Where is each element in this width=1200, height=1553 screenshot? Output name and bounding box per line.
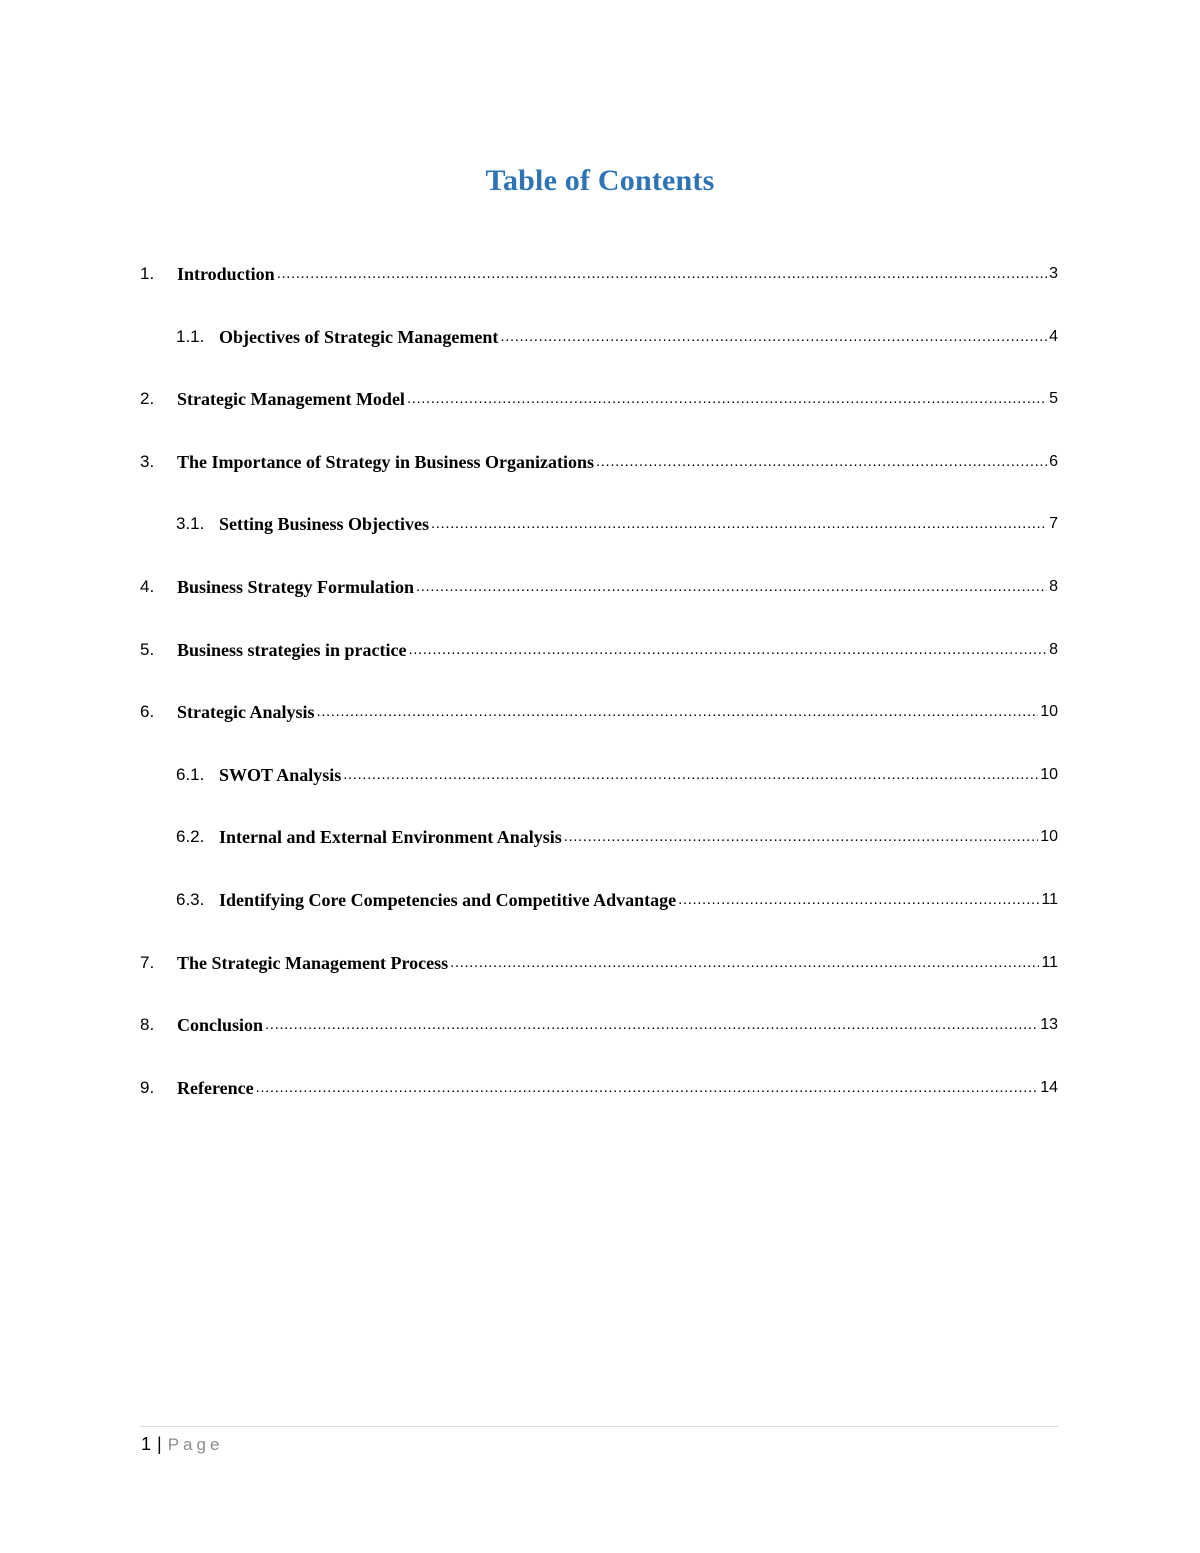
toc-entry-page: 10 (1040, 765, 1058, 783)
toc-entry-page: 11 (1041, 953, 1058, 971)
toc-entry[interactable] (140, 634, 1058, 697)
toc-entry[interactable] (140, 508, 1058, 571)
toc-entry-title: Business strategies in practice (177, 639, 407, 660)
toc-dot-leader (317, 696, 1039, 728)
toc-entry-number: 9. (140, 1077, 155, 1097)
toc-entry-number: 7. (140, 952, 155, 972)
toc-dot-leader (407, 383, 1047, 415)
toc-dot-leader (500, 321, 1047, 353)
toc-dot-leader (450, 947, 1039, 979)
toc-entry-title: Introduction (177, 264, 275, 284)
footer-separator: | (157, 1434, 162, 1454)
toc-entry[interactable] (140, 321, 1058, 384)
toc-entry-title: Identifying Core Competencies and Competitive Advantage (219, 889, 677, 910)
toc-entry[interactable] (140, 446, 1058, 509)
footer-page-number: 1 (141, 1434, 152, 1454)
toc-entry[interactable] (140, 1009, 1058, 1072)
toc-entry[interactable] (140, 1072, 1058, 1135)
toc-entry-page: 14 (1040, 1078, 1058, 1096)
toc-dot-leader (596, 446, 1047, 478)
toc-dot-leader (564, 821, 1038, 853)
toc-entry-page: 8 (1049, 640, 1058, 658)
toc-dot-leader (277, 258, 1047, 290)
toc-entry-title: Setting Business Objectives (219, 514, 430, 535)
toc-dot-leader (416, 571, 1047, 603)
toc-entry[interactable] (140, 884, 1058, 947)
toc-dot-leader (678, 884, 1039, 916)
toc-entry-title: The Importance of Strategy in Business Organizations (177, 451, 595, 472)
toc-dot-leader (265, 1009, 1038, 1041)
toc-entry-page: 11 (1041, 890, 1058, 908)
footer-divider (140, 1426, 1058, 1427)
toc-entry-page: 6 (1049, 452, 1058, 470)
toc-entry-number: 6. (140, 702, 155, 722)
toc-entry-title: Business Strategy Formulation (177, 576, 415, 597)
toc-entry-title: Internal and External Environment Analysis (219, 827, 562, 848)
toc-entry[interactable] (140, 947, 1058, 1010)
toc-entry-number: 2. (140, 389, 155, 409)
toc-entry-page: 8 (1049, 577, 1058, 595)
toc-entry-page: 13 (1040, 1016, 1058, 1034)
toc-entry-number: 3. (140, 451, 155, 471)
toc-dot-leader (343, 759, 1038, 791)
toc-dot-leader (408, 634, 1047, 666)
toc-entry[interactable] (140, 759, 1058, 822)
toc-entry-number: 1.1. (176, 326, 205, 346)
toc-entry-title: Reference (177, 1077, 254, 1098)
toc-dot-leader (256, 1072, 1039, 1104)
toc-entry-page: 7 (1049, 515, 1058, 533)
toc-entry-number: 6.3. (176, 889, 205, 909)
toc-entry[interactable] (140, 571, 1058, 634)
toc-entry-number: 1. (140, 264, 155, 283)
toc-entry-number: 6.2. (176, 827, 205, 847)
toc-entry-number: 5. (140, 639, 155, 659)
toc-entry[interactable] (140, 383, 1058, 446)
toc-entry[interactable] (140, 258, 1058, 321)
footer-page-label: Page (167, 1435, 224, 1454)
toc-entry-page: 4 (1049, 327, 1058, 345)
toc-entry-title: The Strategic Management Process (177, 952, 449, 973)
toc-entry-number: 6.1. (176, 764, 205, 784)
toc-dot-leader (431, 508, 1047, 540)
toc-entry[interactable] (140, 696, 1058, 759)
toc-list (140, 258, 1058, 1134)
toc-entry-title: Conclusion (177, 1015, 264, 1036)
toc-entry-title: Strategic Analysis (177, 702, 315, 723)
toc-entry-title: Strategic Management Model (177, 389, 405, 410)
toc-entry-number: 3.1. (176, 514, 205, 534)
toc-entry-page: 5 (1049, 390, 1058, 408)
page-footer (141, 1432, 223, 1457)
toc-entry-title: SWOT Analysis (219, 764, 342, 785)
toc-entry-page: 3 (1049, 265, 1058, 282)
toc-entry-page: 10 (1040, 828, 1058, 846)
toc-entry-number: 8. (140, 1015, 155, 1035)
toc-entry[interactable] (140, 821, 1058, 884)
toc-entry-number: 4. (140, 576, 155, 596)
toc-entry-page: 10 (1040, 703, 1058, 721)
toc-title: Table of Contents (485, 164, 715, 197)
toc-entry-title: Objectives of Strategic Management (219, 326, 499, 347)
